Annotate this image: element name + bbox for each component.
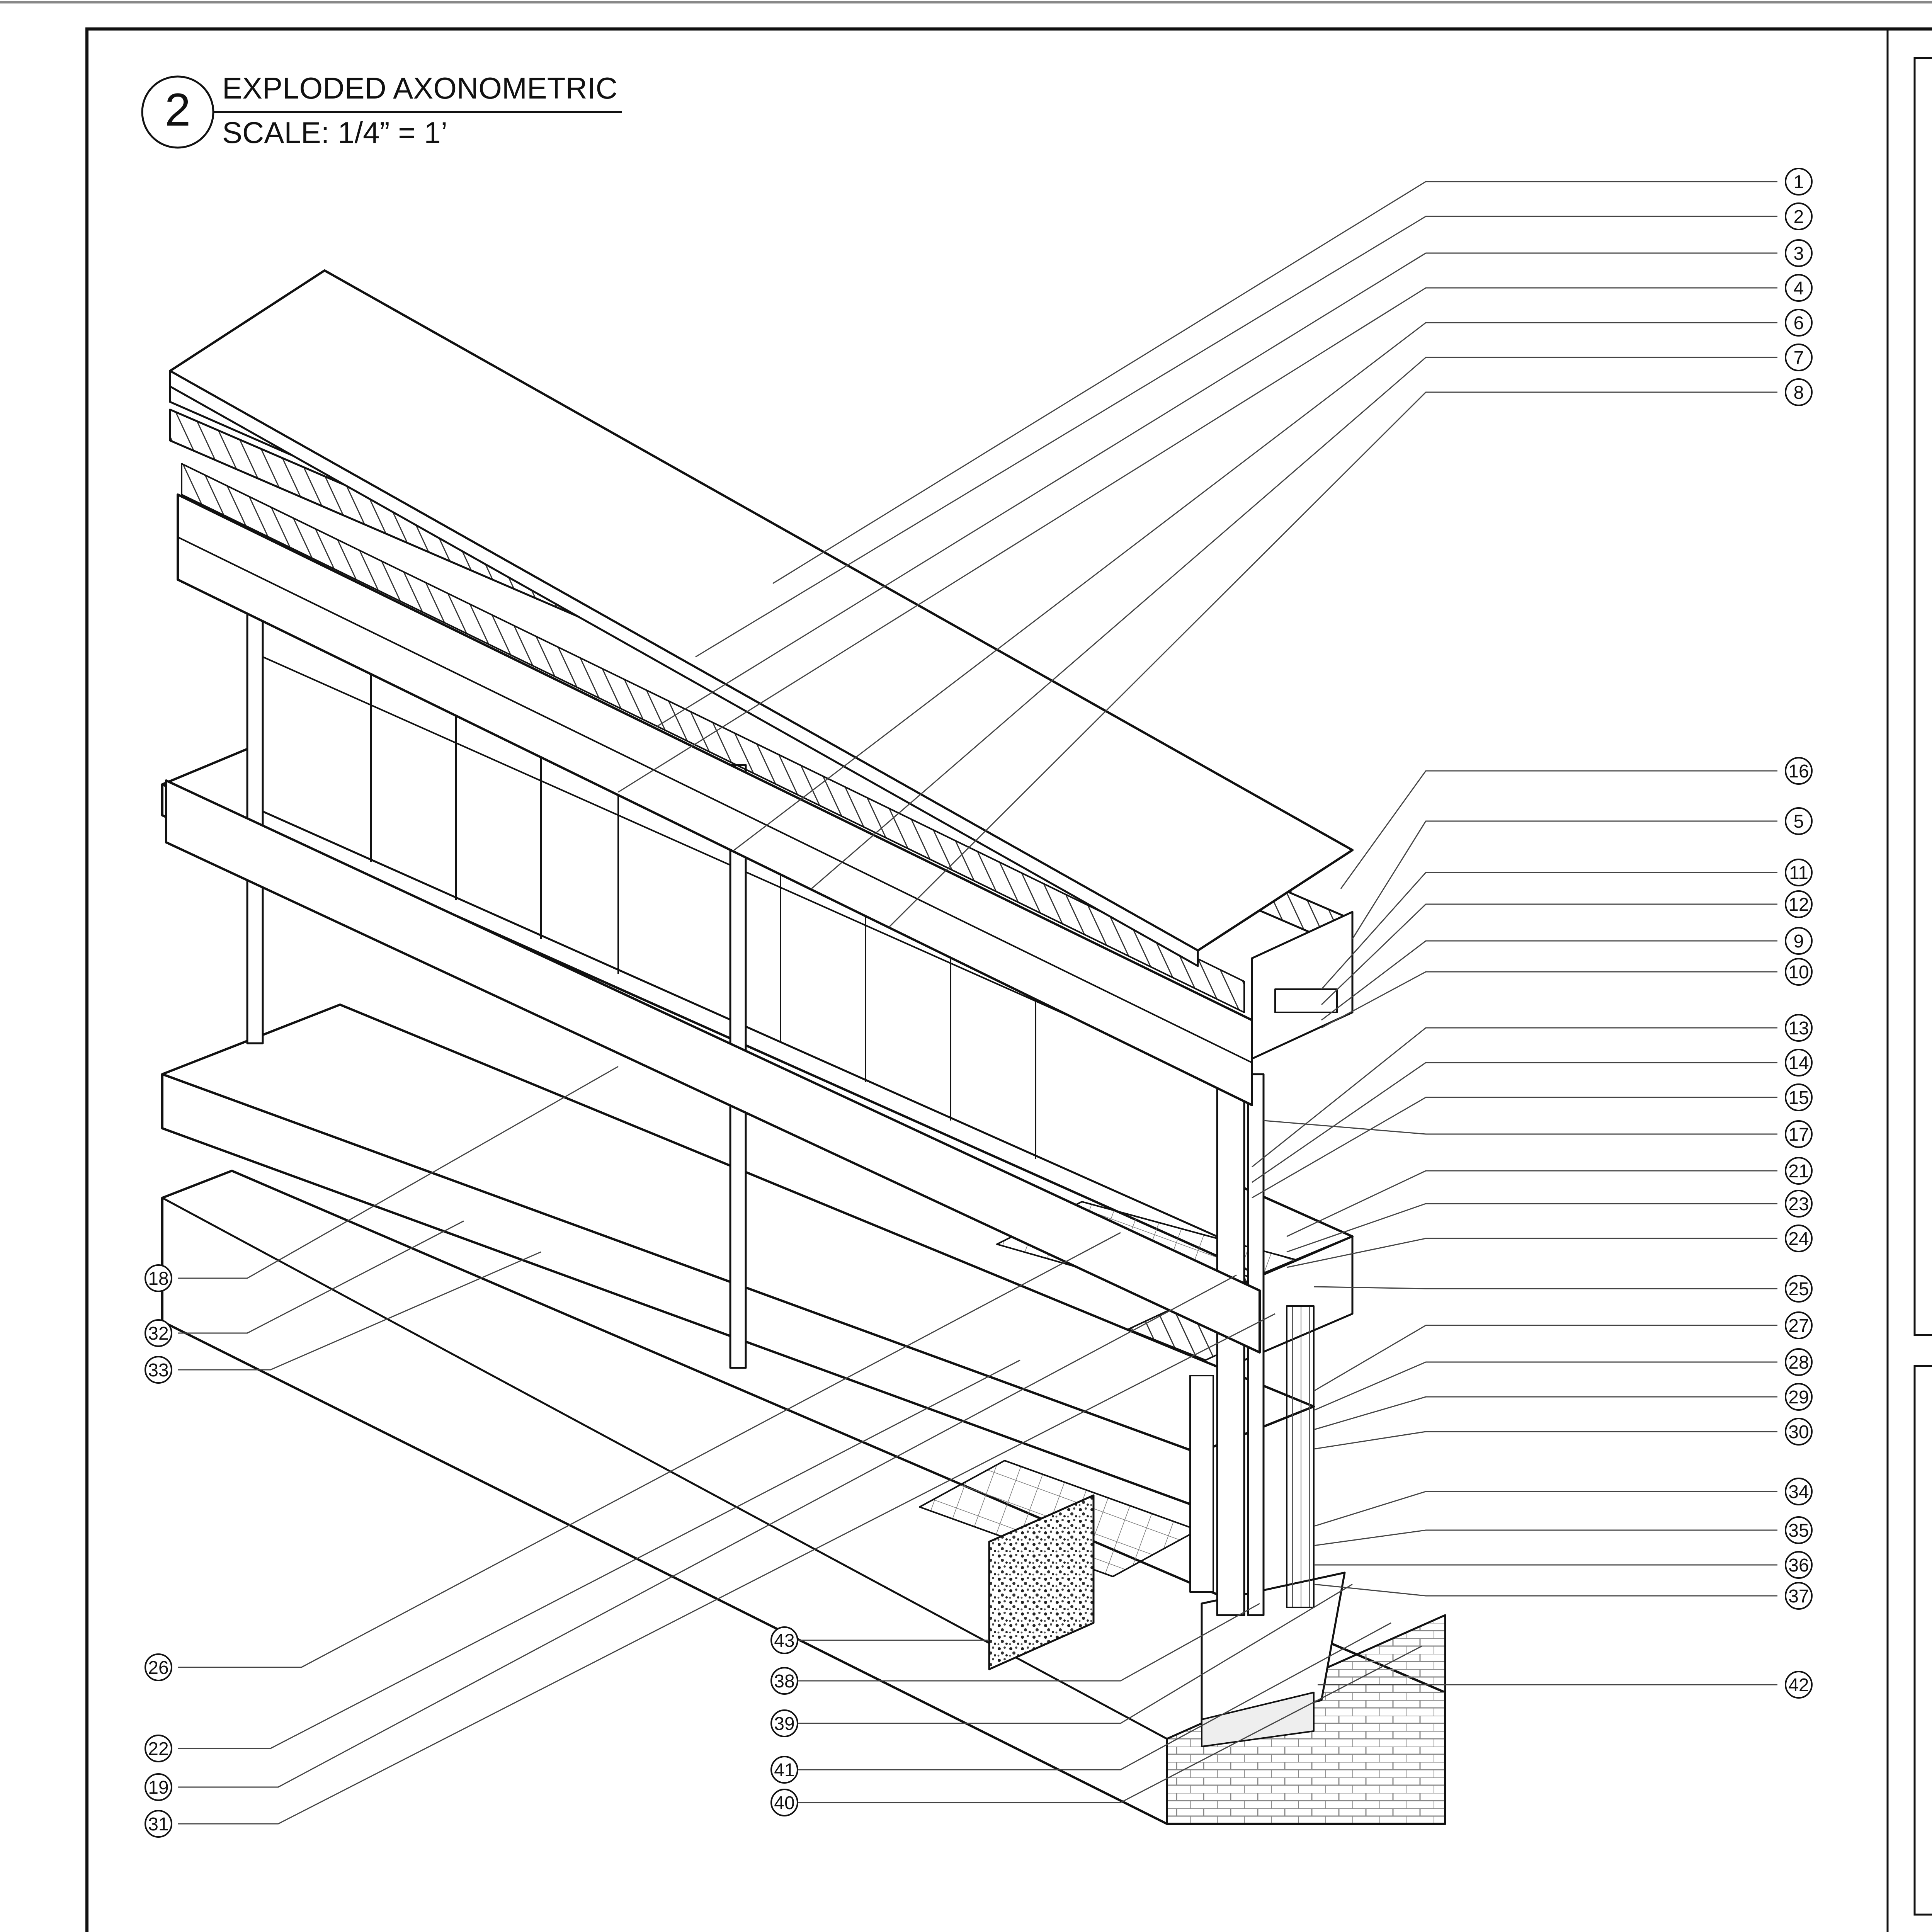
callout-number: 31 bbox=[148, 1814, 169, 1835]
drawing-title: EXPLODED AXONOMETRIC bbox=[222, 71, 617, 105]
callout-number: 35 bbox=[1788, 1520, 1809, 1541]
axonometric-drawing bbox=[145, 168, 1812, 1837]
callout-number: 13 bbox=[1788, 1018, 1809, 1039]
callout-number: 19 bbox=[148, 1777, 169, 1798]
callout-number: 27 bbox=[1788, 1316, 1809, 1336]
callout-number: 17 bbox=[1788, 1124, 1809, 1145]
callout-number: 14 bbox=[1788, 1053, 1809, 1073]
callout-number: 33 bbox=[148, 1360, 169, 1381]
callout-number: 29 bbox=[1788, 1387, 1809, 1408]
callout-number: 28 bbox=[1788, 1352, 1809, 1373]
drawing-scale: SCALE: 1/4” = 1’ bbox=[222, 116, 448, 150]
callout-number: 23 bbox=[1788, 1194, 1809, 1214]
callout-number: 37 bbox=[1788, 1586, 1809, 1607]
callouts-right bbox=[1786, 168, 1812, 1698]
callout-number: 42 bbox=[1788, 1675, 1809, 1696]
callout-number: 8 bbox=[1793, 383, 1804, 403]
callout-number: 41 bbox=[774, 1760, 795, 1781]
callout-number: 15 bbox=[1788, 1088, 1809, 1108]
callouts-left bbox=[145, 1265, 172, 1837]
callout-number: 6 bbox=[1793, 313, 1804, 333]
callout-number: 26 bbox=[148, 1658, 169, 1678]
drawing-number: 2 bbox=[165, 84, 191, 136]
callout-number: 24 bbox=[1788, 1229, 1809, 1249]
callout-number: 5 bbox=[1793, 811, 1804, 832]
callout-number: 38 bbox=[774, 1671, 795, 1692]
callout-number: 11 bbox=[1789, 863, 1808, 883]
callout-number: 36 bbox=[1788, 1555, 1809, 1576]
callout-number: 18 bbox=[148, 1269, 169, 1289]
callout-number: 40 bbox=[774, 1793, 795, 1813]
callout-number: 34 bbox=[1788, 1482, 1809, 1502]
callout-number: 43 bbox=[774, 1631, 795, 1651]
callout-number: 2 bbox=[1793, 207, 1804, 227]
callout-number: 32 bbox=[148, 1323, 169, 1344]
callout-number: 39 bbox=[774, 1714, 795, 1734]
callout-number: 3 bbox=[1793, 243, 1804, 264]
callout-number: 12 bbox=[1788, 895, 1809, 915]
callouts-mid bbox=[771, 1627, 798, 1816]
callout-number: 10 bbox=[1788, 962, 1809, 983]
callout-number: 9 bbox=[1793, 931, 1804, 952]
callout-number: 21 bbox=[1788, 1161, 1809, 1182]
callout-number: 4 bbox=[1793, 278, 1804, 299]
callout-number: 7 bbox=[1793, 348, 1804, 368]
callout-number: 1 bbox=[1793, 172, 1804, 192]
callout-number: 25 bbox=[1788, 1279, 1809, 1299]
callout-number: 16 bbox=[1788, 761, 1809, 782]
drawing-title-block bbox=[142, 71, 622, 150]
callout-number: 22 bbox=[148, 1739, 169, 1759]
callout-number: 30 bbox=[1788, 1422, 1809, 1442]
